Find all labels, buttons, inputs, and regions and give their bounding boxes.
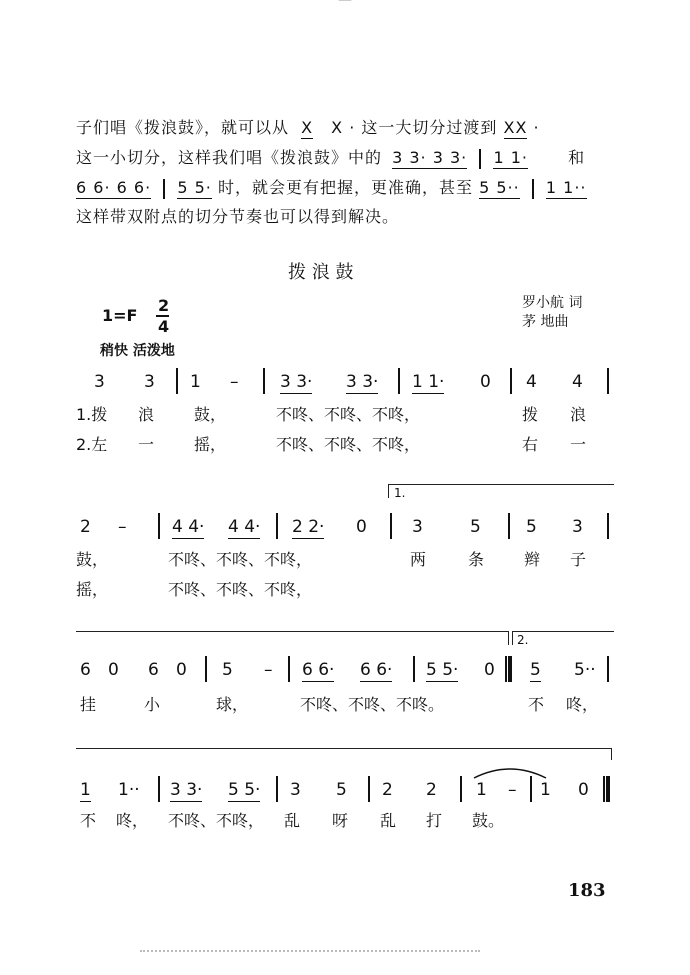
paragraph-text: 时，就会更有把握，更准确，甚至 — [217, 178, 473, 197]
note: 5 — [470, 517, 481, 537]
note-group: 5 5· — [228, 780, 261, 800]
note: 3 — [94, 372, 105, 392]
note: 0 — [484, 660, 495, 680]
note: 1·· — [118, 780, 140, 800]
lyric: 两 — [410, 550, 427, 569]
notation-inline: 5 5·· — [479, 178, 520, 197]
lyric: 不咚、不咚、不咚， — [168, 550, 313, 569]
note: 3 — [412, 517, 423, 537]
note-group: 4 4· — [228, 517, 261, 537]
barline-inline — [532, 179, 534, 199]
paragraph-text: · 这一大切分过渡到 — [349, 118, 498, 137]
note-group: 2 2· — [292, 517, 325, 537]
barline — [158, 776, 160, 802]
note: 5 — [526, 517, 537, 537]
volta-bracket — [512, 631, 513, 645]
paragraph-text: 和 — [568, 148, 586, 167]
lyric: 呀 — [332, 811, 349, 830]
note-group: 6 6· — [302, 660, 335, 680]
song-title: 拨 浪 鼓 — [288, 262, 354, 283]
lyric: 子 — [570, 550, 587, 569]
lyric: 鼓， — [76, 550, 109, 569]
tempo-marking: 稍快 活泼地 — [100, 343, 175, 359]
note-group: 3 3· — [346, 372, 379, 392]
lyric: 条 — [468, 550, 485, 569]
barline-inline — [163, 179, 165, 199]
tie-arc — [470, 762, 550, 780]
rhythm-x: X — [331, 118, 344, 137]
note: 3 — [572, 517, 583, 537]
lyric: 鼓。 — [472, 811, 505, 830]
note: 4 — [572, 372, 583, 392]
volta-bracket — [508, 631, 509, 645]
barline — [263, 368, 265, 394]
lyric: 拨 — [522, 405, 539, 424]
repeat-double-barline — [505, 656, 512, 682]
barline — [510, 368, 512, 394]
key-signature: 1=F — [102, 306, 138, 325]
time-signature-top: 2 — [158, 296, 170, 315]
barline — [390, 513, 392, 539]
note-group: 3 3· — [170, 780, 203, 800]
dot: · — [533, 118, 540, 137]
lyric: 鼓， — [194, 405, 227, 424]
barline-inline — [479, 149, 481, 169]
paragraph-line-4: 这样带双附点的切分节奏也可以得到解决。 — [76, 207, 400, 226]
lyric: 不咚、不咚、不咚。 — [300, 695, 445, 714]
note: 3 — [144, 372, 155, 392]
lyric: 一 — [570, 435, 587, 454]
note-dash: – — [118, 517, 127, 537]
note: 6 — [80, 660, 91, 680]
final-double-barline — [603, 776, 610, 802]
note: 5 — [336, 780, 347, 800]
note: 0 — [108, 660, 119, 680]
lyric: 不 — [528, 695, 545, 714]
lyric: 咚， — [566, 695, 599, 714]
paragraph-text: 这一小切分，这样我们唱《拨浪鼓》中的 — [76, 148, 383, 167]
paragraph-text: 子们唱《拨浪鼓》，就可以从 — [76, 118, 290, 137]
note-group: 1 1· — [412, 372, 445, 392]
lyric: 不咚、不咚、不咚， — [276, 435, 421, 454]
note: 4 — [526, 372, 537, 392]
lyric: 不咚、不咚、不咚， — [168, 580, 313, 599]
note: 0 — [578, 780, 589, 800]
volta-bracket — [388, 484, 389, 498]
note-group: 5 5· — [426, 660, 459, 680]
barline — [398, 368, 400, 394]
paragraph-line-1 — [76, 115, 540, 138]
note-group: 4 4· — [172, 517, 205, 537]
lyricist-credit: 罗小航 词 — [522, 295, 583, 311]
barline — [530, 776, 532, 802]
barline — [508, 513, 510, 539]
barline — [413, 656, 415, 682]
lyric: 1.拨 — [76, 405, 108, 424]
barline — [205, 656, 207, 682]
volta-bracket — [388, 484, 614, 485]
lyric: 咚， — [116, 811, 149, 830]
lyric: 摇， — [194, 435, 227, 454]
lyric: 浪 — [138, 405, 155, 424]
barline — [607, 513, 609, 539]
barline — [607, 656, 609, 682]
volta-bracket — [76, 631, 508, 632]
lyric: 摇， — [76, 580, 109, 599]
lyric: 打 — [426, 811, 443, 830]
paragraph-line-3 — [76, 175, 587, 199]
barline — [158, 513, 160, 539]
note: 2 — [426, 780, 437, 800]
note: 3 — [290, 780, 301, 800]
lyric: 乱 — [380, 811, 397, 830]
paragraph-line-2 — [76, 145, 585, 169]
barline — [276, 513, 278, 539]
volta-bracket — [611, 748, 612, 760]
rhythm-x: X — [301, 118, 314, 137]
rhythm-xx: XX — [503, 118, 528, 137]
note: 5 — [530, 660, 541, 680]
lyric: 一 — [138, 435, 155, 454]
notation-inline: 6 6· 6 6· — [76, 178, 152, 197]
notation-inline: 1 1· — [493, 148, 528, 167]
notation-inline: 1 1·· — [545, 178, 587, 197]
lyric: 浪 — [570, 405, 587, 424]
note: 1 — [476, 780, 487, 800]
barline — [176, 368, 178, 394]
note-dash: – — [264, 660, 273, 680]
barline — [368, 776, 370, 802]
note: 0 — [176, 660, 187, 680]
barline — [607, 368, 609, 394]
lyric: 右 — [522, 435, 539, 454]
note: 1 — [190, 372, 201, 392]
lyric: 不咚、不咚， — [168, 811, 265, 830]
volta-bracket — [512, 631, 614, 632]
note-dash: – — [230, 372, 239, 392]
lyric: 不 — [80, 811, 97, 830]
barline — [276, 776, 278, 802]
note: 2 — [382, 780, 393, 800]
note: 5·· — [574, 660, 596, 680]
lyric: 小 — [144, 695, 161, 714]
lyric: 辫 — [524, 550, 541, 569]
note: 2 — [80, 517, 91, 537]
note: 6 — [148, 660, 159, 680]
page-number: 183 — [568, 880, 606, 901]
note-group: 6 6· — [360, 660, 393, 680]
lyric: 乱 — [284, 811, 301, 830]
note: 1 — [540, 780, 551, 800]
barline — [460, 776, 462, 802]
notation-inline: 5 5· — [177, 178, 212, 197]
lyric: 挂 — [80, 695, 97, 714]
volta-bracket — [76, 748, 612, 749]
notation-inline: 3 3· 3 3· — [392, 148, 468, 167]
note: 0 — [356, 517, 367, 537]
lyric: 2.左 — [76, 435, 108, 454]
top-mark: — — [338, 0, 352, 8]
lyric: 球， — [216, 695, 249, 714]
lyric: 不咚、不咚、不咚， — [276, 405, 421, 424]
note: 5 — [222, 660, 233, 680]
volta-label: 1. — [394, 486, 406, 500]
note: 0 — [480, 372, 491, 392]
note-group: 3 3· — [280, 372, 313, 392]
note: 1 — [80, 780, 91, 800]
barline — [288, 656, 290, 682]
note-dash: – — [508, 780, 517, 800]
volta-label: 2. — [517, 633, 529, 647]
scan-artifact-line — [140, 950, 480, 952]
composer-credit: 茅 地曲 — [522, 314, 569, 330]
time-signature-bottom: 4 — [158, 317, 170, 336]
